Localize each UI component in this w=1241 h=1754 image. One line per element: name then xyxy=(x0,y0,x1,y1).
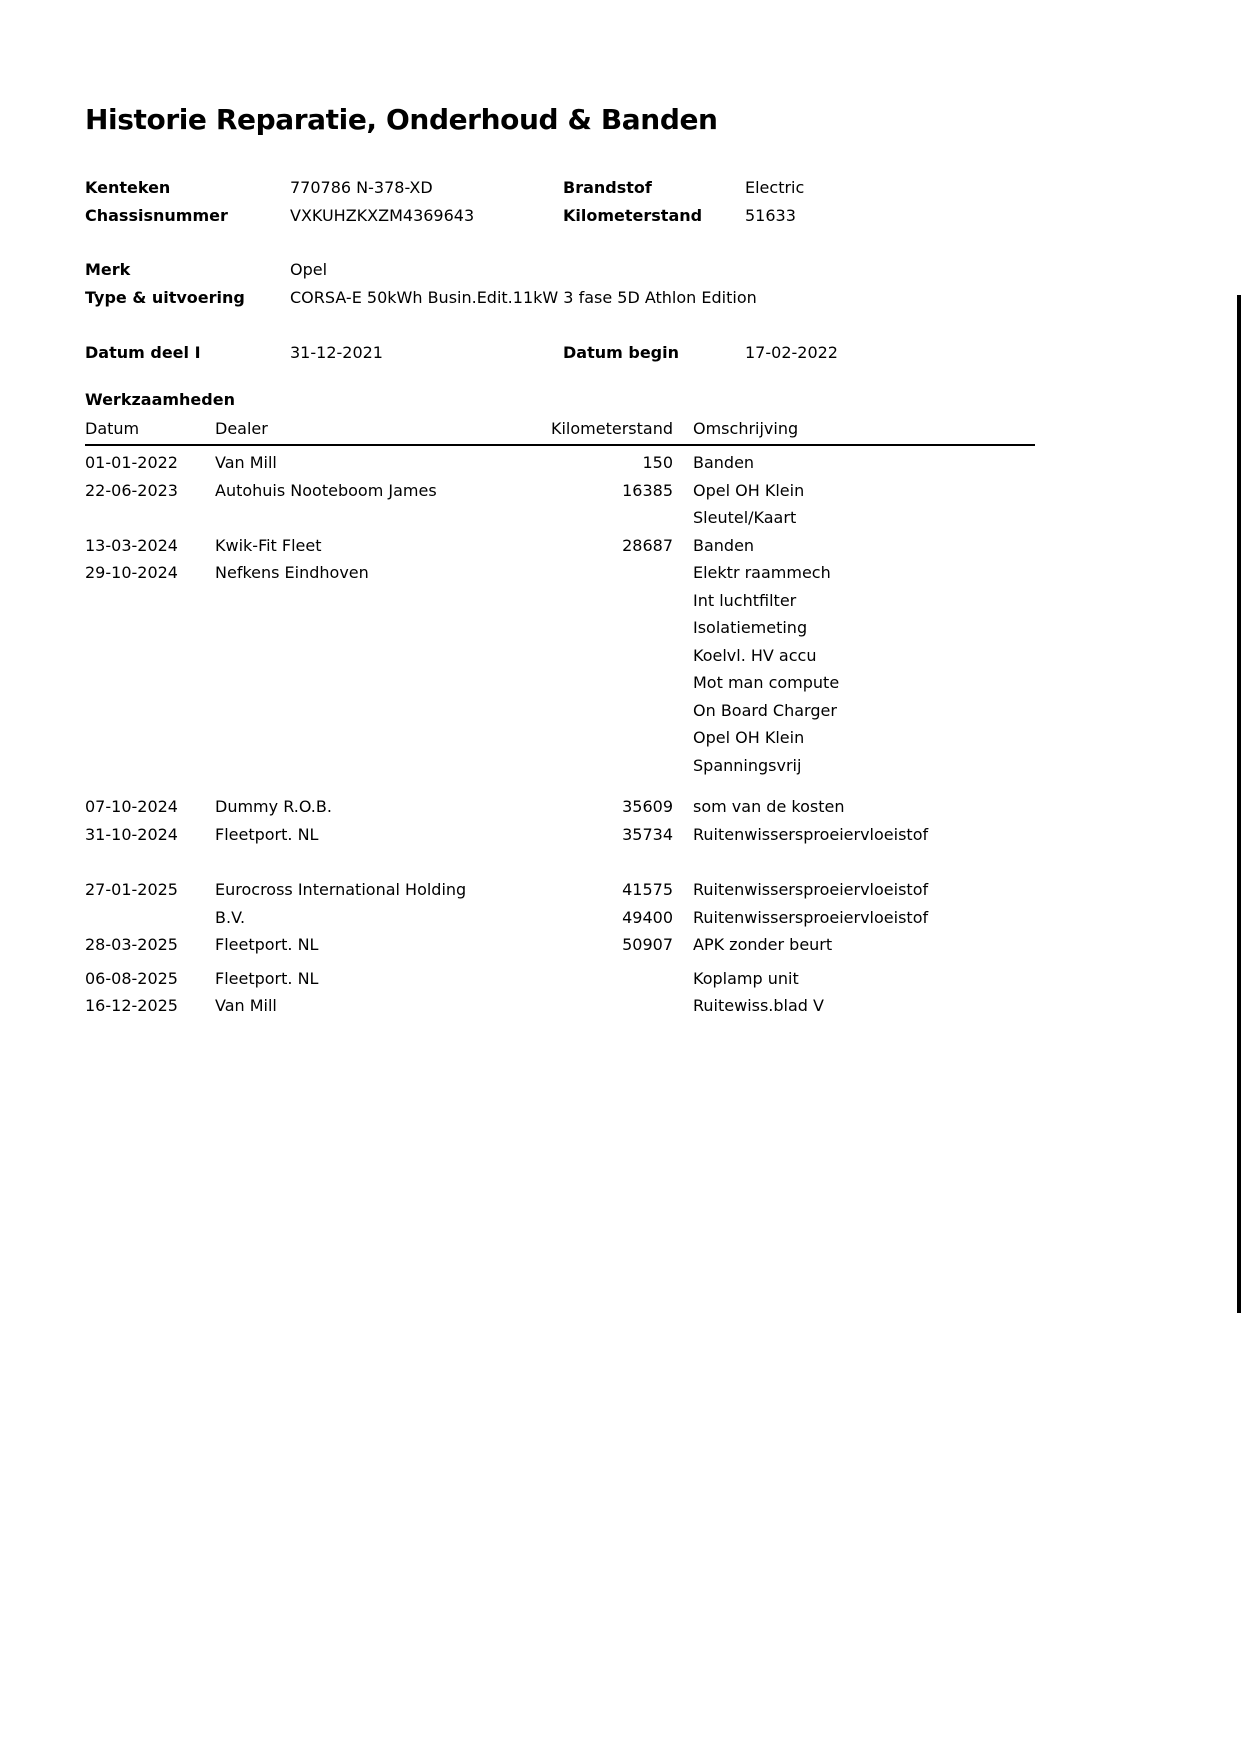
cell-oms: Elektr raammech xyxy=(693,563,831,582)
dates-section xyxy=(85,339,1156,367)
vehicle-model-section xyxy=(85,256,1156,312)
cell-dealer xyxy=(215,614,545,642)
cell-gap xyxy=(673,821,693,849)
cell-gap xyxy=(673,449,693,477)
cell-gap xyxy=(673,504,693,532)
cell-dealer: Fleetport. NL xyxy=(215,968,319,988)
cell-km: 35734 xyxy=(622,824,673,844)
cell-gap xyxy=(673,559,693,587)
column-header-km: Kilometerstand xyxy=(550,419,673,438)
cell-dealer xyxy=(215,504,545,532)
cell-oms: Opel OH Klein xyxy=(693,728,805,747)
table-row xyxy=(85,504,1035,532)
cell-gap xyxy=(673,876,693,904)
cell-dealer xyxy=(215,724,545,752)
cell-oms: Spanningsvrij xyxy=(693,755,802,775)
kenteken-label: Kenteken xyxy=(85,178,171,197)
table-row xyxy=(85,876,1035,904)
table-row xyxy=(85,449,1035,477)
type-uitvoering-value: CORSA-E 50kWh Busin.Edit.11kW 3 fase 5D Athlon Edition xyxy=(290,288,757,307)
work-table-header xyxy=(85,418,1035,446)
cell-dealer xyxy=(215,752,545,780)
cell-datum: 06-08-2025 xyxy=(85,968,178,988)
cell-dealer: B.V. xyxy=(215,907,246,927)
datum-begin-label: Datum begin xyxy=(563,343,679,362)
table-row xyxy=(85,992,1035,1020)
table-row xyxy=(85,931,1035,959)
table-row xyxy=(85,559,1035,587)
column-header-oms: Omschrijving xyxy=(693,419,799,438)
cell-datum: 07-10-2024 xyxy=(85,797,178,816)
cell-oms: Mot man compute xyxy=(693,673,840,692)
cell-datum: 27-01-2025 xyxy=(85,880,178,899)
cell-dealer xyxy=(215,669,545,697)
cell-dealer: Eurocross International Holding xyxy=(215,880,467,899)
cell-km: 150 xyxy=(642,453,673,472)
cell-oms: Isolatiemeting xyxy=(693,618,808,637)
cell-datum xyxy=(85,587,215,615)
table-spacer xyxy=(85,779,1035,793)
cell-gap xyxy=(673,532,693,560)
cell-datum xyxy=(85,697,215,725)
cell-datum xyxy=(85,504,215,532)
cell-oms: Ruitenwissersproeiervloeistof xyxy=(693,907,929,927)
cell-datum: 22-06-2023 xyxy=(85,480,178,500)
cell-oms: Int luchtfilter xyxy=(693,590,797,610)
vehicle-id-section xyxy=(85,174,1156,230)
table-row xyxy=(85,587,1035,615)
cell-dealer: Dummy R.O.B. xyxy=(215,797,332,816)
cell-gap xyxy=(673,642,693,670)
cell-km xyxy=(545,504,673,532)
cell-gap xyxy=(673,587,693,615)
cell-datum: 01-01-2022 xyxy=(85,453,178,472)
cell-km xyxy=(545,614,673,642)
cell-oms: Ruitenwissersproeiervloeistof xyxy=(693,824,929,844)
cell-km: 49400 xyxy=(622,907,673,927)
cell-km xyxy=(545,965,673,993)
cell-oms: Ruitewiss.blad V xyxy=(693,996,824,1015)
brandstof-label: Brandstof xyxy=(563,178,652,197)
datum-deel-1-value: 31-12-2021 xyxy=(290,343,383,362)
chassisnummer-label: Chassisnummer xyxy=(85,206,228,225)
datum-begin-value: 17-02-2022 xyxy=(745,343,838,362)
cell-km: 28687 xyxy=(622,535,673,555)
cell-datum xyxy=(85,614,215,642)
table-row xyxy=(85,669,1035,697)
cell-km: 50907 xyxy=(622,935,673,954)
table-row xyxy=(85,642,1035,670)
cell-gap xyxy=(673,931,693,959)
cell-oms: Koelvl. HV accu xyxy=(693,645,817,665)
cell-km xyxy=(545,669,673,697)
cell-gap xyxy=(673,724,693,752)
cell-oms: Banden xyxy=(693,535,755,555)
cell-km: 16385 xyxy=(622,480,673,500)
cell-km: 35609 xyxy=(622,797,673,816)
table-row xyxy=(85,793,1035,821)
cell-oms: Sleutel/Kaart xyxy=(693,508,797,527)
cell-km xyxy=(545,642,673,670)
page-title: Historie Reparatie, Onderhoud & Banden xyxy=(85,103,718,136)
cell-gap xyxy=(673,992,693,1020)
cell-datum xyxy=(85,752,215,780)
cell-dealer: Kwik-Fit Fleet xyxy=(215,535,322,555)
document-content xyxy=(85,0,1156,1020)
cell-km xyxy=(545,992,673,1020)
cell-datum: 29-10-2024 xyxy=(85,563,178,582)
cell-km xyxy=(545,697,673,725)
cell-datum: 13-03-2024 xyxy=(85,535,178,555)
kilometerstand-label: Kilometerstand xyxy=(563,206,703,225)
work-table-body xyxy=(85,449,1035,1020)
work-section-heading: Werkzaamheden xyxy=(85,390,235,409)
cell-dealer: Fleetport. NL xyxy=(215,935,319,954)
cell-datum xyxy=(85,724,215,752)
cell-oms: Opel OH Klein xyxy=(693,480,805,500)
cell-oms: Banden xyxy=(693,453,755,472)
cell-km xyxy=(545,752,673,780)
chassisnummer-value: VXKUHZKXZM4369643 xyxy=(290,206,475,225)
cell-gap xyxy=(673,477,693,505)
cell-datum: 28-03-2025 xyxy=(85,935,178,954)
cell-oms: Ruitenwissersproeiervloeistof xyxy=(693,880,929,899)
cell-datum xyxy=(85,669,215,697)
kenteken-value: 770786 N-378-XD xyxy=(290,178,433,197)
table-row xyxy=(85,965,1035,993)
cell-km xyxy=(545,587,673,615)
table-spacer xyxy=(85,848,1035,876)
scan-edge-artifact xyxy=(1237,295,1241,1313)
type-uitvoering-label: Type & uitvoering xyxy=(85,288,245,307)
cell-datum xyxy=(85,904,215,932)
cell-gap xyxy=(673,697,693,725)
kilometerstand-value: 51633 xyxy=(745,206,796,225)
work-table xyxy=(85,418,1035,1020)
column-header-datum: Datum xyxy=(85,419,140,438)
table-row xyxy=(85,477,1035,505)
table-row xyxy=(85,614,1035,642)
table-row xyxy=(85,724,1035,752)
cell-gap xyxy=(673,669,693,697)
cell-datum: 31-10-2024 xyxy=(85,824,178,844)
cell-km xyxy=(545,559,673,587)
table-row xyxy=(85,752,1035,780)
cell-oms: Koplamp unit xyxy=(693,968,799,988)
datum-deel-1-label: Datum deel I xyxy=(85,343,201,362)
table-row xyxy=(85,821,1035,849)
cell-gap xyxy=(673,904,693,932)
cell-dealer xyxy=(215,587,545,615)
merk-label: Merk xyxy=(85,260,131,279)
cell-dealer: Van Mill xyxy=(215,996,277,1015)
cell-gap xyxy=(673,752,693,780)
cell-gap xyxy=(673,614,693,642)
cell-km: 41575 xyxy=(622,880,673,899)
cell-dealer xyxy=(215,697,545,725)
brandstof-value: Electric xyxy=(745,178,805,197)
cell-dealer: Nefkens Eindhoven xyxy=(215,563,369,582)
cell-dealer: Fleetport. NL xyxy=(215,824,319,844)
cell-dealer: Autohuis Nooteboom James xyxy=(215,480,437,500)
table-row xyxy=(85,904,1035,932)
cell-gap xyxy=(673,965,693,993)
cell-oms: On Board Charger xyxy=(693,700,837,720)
cell-km xyxy=(545,724,673,752)
cell-datum: 16-12-2025 xyxy=(85,996,178,1015)
cell-dealer: Van Mill xyxy=(215,453,277,472)
cell-dealer xyxy=(215,642,545,670)
cell-oms: som van de kosten xyxy=(693,797,845,816)
table-row xyxy=(85,532,1035,560)
cell-oms: APK zonder beurt xyxy=(693,935,833,954)
column-gap xyxy=(673,418,693,440)
merk-value: Opel xyxy=(290,260,328,279)
column-header-dealer: Dealer xyxy=(215,419,268,438)
cell-datum xyxy=(85,642,215,670)
cell-gap xyxy=(673,793,693,821)
table-row xyxy=(85,697,1035,725)
